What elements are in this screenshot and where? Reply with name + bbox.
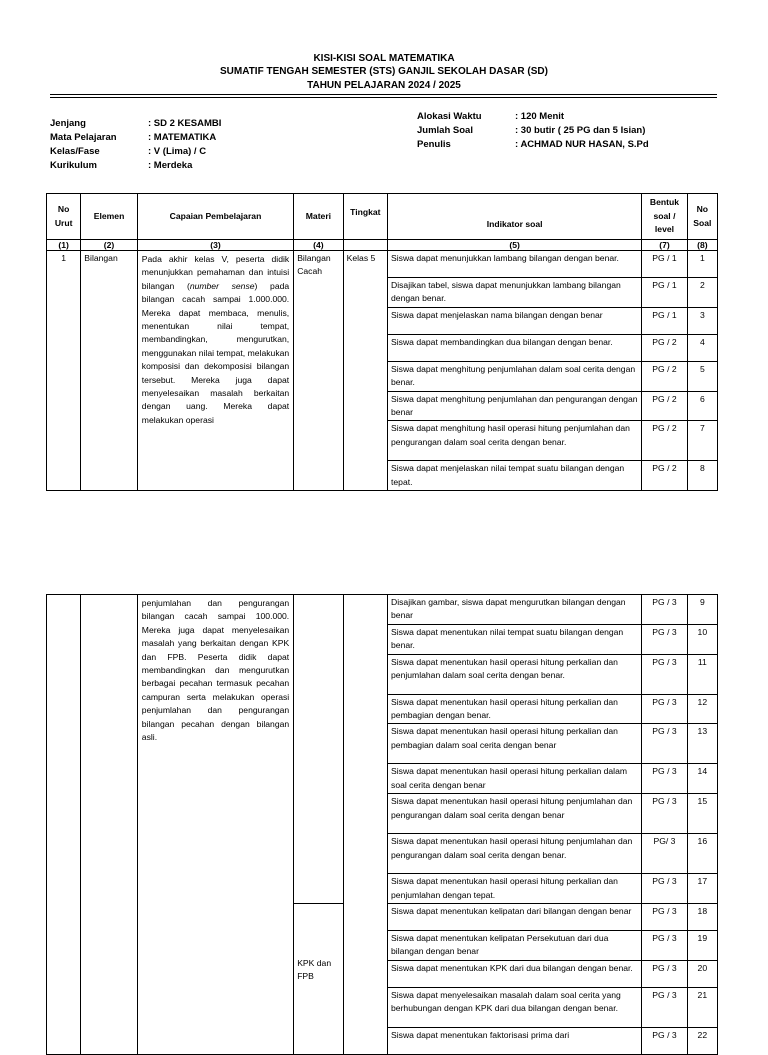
cell-indikator: Siswa dapat menghitung penjumlahan dalam soal cerita dengan benar.: [388, 361, 642, 391]
info-label: Kelas/Fase: [50, 146, 100, 157]
col-header-indikator: Indikator soal: [388, 194, 642, 240]
col-header-capaian: Capaian Pembelajaran: [137, 194, 293, 240]
table-header-row: [47, 194, 718, 240]
cell-no-soal: 1: [687, 251, 717, 278]
info-value: : MATEMATIKA: [148, 132, 217, 143]
info-row: [417, 124, 649, 138]
kisi-table-part-2: [46, 594, 718, 1055]
col-number: (3): [137, 240, 293, 251]
cell-indikator: Siswa dapat menjelaskan nama bilangan dengan benar: [388, 307, 642, 334]
cell-no-soal: 6: [687, 391, 717, 421]
info-left-block: [50, 117, 221, 173]
info-right-block: [417, 110, 649, 152]
info-label: Alokasi Waktu: [417, 111, 482, 122]
cell-bentuk: PG / 2: [642, 334, 687, 361]
cell-tingkat: [343, 595, 387, 1055]
col-header-no-urut: No Urut: [47, 194, 81, 240]
cell-indikator: Siswa dapat menentukan hasil operasi hitung penjumlahan dan pengurangan dalam soal cerita dengan benar.: [388, 834, 642, 874]
doc-title-line-2: SUMATIF TENGAH SEMESTER (STS) GANJIL SEKOLAH DASAR (SD): [220, 66, 548, 77]
cell-bentuk: PG / 2: [642, 361, 687, 391]
cell-capaian: penjumlahan dan pengurangan bilangan cacah sampai 100.000. Mereka juga dapat menyelesaikan masalah yang berkaitan dengan KPK dan FPB. Peserta didik dapat membandingkan dan mengurutkan berbagai pecahan termasuk pecahan campuran serta melakukan operasi penjumlahan dan pengurangan bilangan pecahan dengan bilangan asli.: [137, 595, 293, 1055]
cell-elemen: [81, 595, 138, 1055]
cell-bentuk: PG / 3: [642, 794, 687, 834]
capaian-text: Pada akhir kelas V, peserta didik menunjukkan pemahaman dan intuisi bilangan (: [141, 254, 290, 291]
info-value: : 30 butir ( 25 PG dan 5 Isian): [515, 125, 646, 136]
cell-no-urut: 1: [47, 251, 81, 491]
cell-no-soal: 7: [687, 421, 717, 461]
cell-no-soal: 3: [687, 307, 717, 334]
col-header-bentuk: Bentuk soal / level: [642, 194, 687, 240]
cell-no-soal: 17: [687, 874, 717, 904]
col-number: (7): [642, 240, 687, 251]
doc-title-line-1: KISI-KISI SOAL MATEMATIKA: [313, 53, 455, 64]
col-number: [343, 240, 387, 251]
cell-no-soal: 19: [687, 931, 717, 961]
cell-indikator: Siswa dapat menghitung penjumlahan dan pengurangan dengan benar: [388, 391, 642, 421]
cell-indikator: Siswa dapat menentukan kelipatan Persekutuan dari dua bilangan dengan benar: [388, 931, 642, 961]
cell-indikator: Siswa dapat membandingkan dua bilangan dengan benar.: [388, 334, 642, 361]
cell-no-urut: [47, 595, 81, 1055]
info-label: Jenjang: [50, 118, 86, 129]
cell-no-soal: 10: [687, 624, 717, 654]
info-row: [417, 138, 649, 152]
cell-bentuk: PG / 3: [642, 960, 687, 987]
cell-indikator: Siswa dapat menentukan hasil operasi hitung perkalian dan penjumlahan dalam soal cerita dengan benar.: [388, 654, 642, 694]
cell-bentuk: PG / 1: [642, 307, 687, 334]
cell-no-soal: 4: [687, 334, 717, 361]
capaian-italic-text: number sense: [189, 280, 255, 291]
info-value: : 120 Menit: [515, 111, 565, 122]
cell-no-soal: 20: [687, 960, 717, 987]
kisi-table-part-1: [46, 193, 718, 491]
cell-no-soal: 2: [687, 278, 717, 308]
cell-bentuk: PG / 3: [642, 595, 687, 625]
info-value: : V (Lima) / C: [148, 146, 207, 157]
cell-bentuk: PG / 1: [642, 278, 687, 308]
info-row: [417, 110, 649, 124]
cell-indikator: Disajikan gambar, siswa dapat mengurutkan bilangan dengan benar: [388, 595, 642, 625]
cell-indikator: Siswa dapat menentukan hasil operasi hitung perkalian dan penjumlahan dengan tepat.: [388, 874, 642, 904]
cell-materi-kpk: KPK dan FPB: [294, 904, 343, 1055]
cell-elemen: Bilangan: [81, 251, 138, 491]
cell-no-soal: 9: [687, 595, 717, 625]
col-header-no-soal: No Soal: [687, 194, 717, 240]
cell-indikator: Siswa dapat menentukan hasil operasi hitung perkalian dan pembagian dengan benar.: [388, 694, 642, 724]
cell-indikator: Siswa dapat menghitung hasil operasi hitung penjumlahan dan pengurangan dalam soal cerita dengan benar.: [388, 421, 642, 461]
cell-indikator: Siswa dapat menunjukkan lambang bilangan dengan benar.: [388, 251, 642, 278]
cell-indikator: Siswa dapat menentukan faktorisasi prima dari: [388, 1027, 642, 1054]
cell-indikator: Siswa dapat menentukan hasil operasi hitung perkalian dan pembagian dalam soal cerita dengan benar: [388, 724, 642, 764]
cell-bentuk: PG / 2: [642, 421, 687, 461]
info-value: : SD 2 KESAMBI: [148, 118, 222, 129]
cell-no-soal: 14: [687, 764, 717, 794]
table-row: [47, 595, 718, 625]
cell-bentuk: PG / 3: [642, 874, 687, 904]
table-number-row: [47, 240, 718, 251]
cell-indikator: Siswa dapat menentukan KPK dari dua bilangan dengan benar.: [388, 960, 642, 987]
cell-indikator: Siswa dapat menjelaskan nilai tempat suatu bilangan dengan tepat.: [388, 461, 642, 491]
cell-materi: [294, 595, 343, 904]
cell-bentuk: PG / 1: [642, 251, 687, 278]
col-header-tingkat: Tingkat: [343, 190, 387, 236]
info-row: [50, 117, 221, 131]
cell-indikator: Siswa dapat menyelesaikan masalah dalam soal cerita yang berhubungan dengan KPK dari dua bilangan dengan benar.: [388, 987, 642, 1027]
table-row: [47, 251, 718, 278]
col-number: (5): [388, 240, 642, 251]
cell-indikator: Siswa dapat menentukan hasil operasi hitung perkalian dalam soal cerita dengan benar: [388, 764, 642, 794]
col-number: (8): [687, 240, 717, 251]
cell-no-soal: 22: [687, 1027, 717, 1054]
cell-indikator: Disajikan tabel, siswa dapat menunjukkan lambang bilangan dengan benar.: [388, 278, 642, 308]
col-number: (1): [47, 240, 81, 251]
info-row: [50, 159, 221, 173]
doc-title-line-3: TAHUN PELAJARAN 2024 / 2025: [307, 80, 461, 91]
info-value: : Merdeka: [148, 160, 193, 171]
col-header-elemen: Elemen: [81, 194, 138, 240]
col-number: (4): [294, 240, 343, 251]
cell-indikator: Siswa dapat menentukan hasil operasi hitung penjumlahan dan pengurangan dalam soal cerita dengan benar: [388, 794, 642, 834]
cell-bentuk: PG / 3: [642, 904, 687, 931]
info-value: : ACHMAD NUR HASAN, S.Pd: [515, 139, 649, 150]
cell-no-soal: 18: [687, 904, 717, 931]
cell-no-soal: 16: [687, 834, 717, 874]
title-rule-top: [50, 94, 717, 95]
info-label: Jumlah Soal: [417, 125, 473, 136]
cell-no-soal: 11: [687, 654, 717, 694]
col-header-materi: Materi: [294, 194, 343, 240]
cell-bentuk: PG / 3: [642, 987, 687, 1027]
capaian-text: ) pada bilangan cacah sampai 1.000.000. Mereka dapat membaca, menulis, menentukan nilai tempat, membandingkan, mengurutkan, menggunakan nilai tempat, melakukan komposisi dan dekomposisi bilangan tersebut. Mereka juga dapat menyelesaikan masalah berkaitan dengan uang. Mereka dapat melakukan operasi: [141, 280, 290, 425]
info-label: Kurikulum: [50, 160, 97, 171]
col-number: (2): [81, 240, 138, 251]
cell-bentuk: PG / 3: [642, 654, 687, 694]
cell-no-soal: 15: [687, 794, 717, 834]
cell-materi: Bilangan Cacah: [294, 251, 343, 491]
cell-indikator: Siswa dapat menentukan nilai tempat suatu bilangan dengan benar.: [388, 624, 642, 654]
info-label: Mata Pelajaran: [50, 132, 117, 143]
cell-capaian: [137, 251, 293, 491]
cell-tingkat: Kelas 5: [343, 251, 387, 491]
cell-bentuk: PG / 3: [642, 1027, 687, 1054]
cell-no-soal: 13: [687, 724, 717, 764]
cell-no-soal: 12: [687, 694, 717, 724]
cell-indikator: Siswa dapat menentukan kelipatan dari bilangan dengan benar: [388, 904, 642, 931]
cell-bentuk: PG / 3: [642, 624, 687, 654]
cell-bentuk: PG/ 3: [642, 834, 687, 874]
cell-bentuk: PG / 2: [642, 461, 687, 491]
info-row: [50, 145, 221, 159]
cell-no-soal: 8: [687, 461, 717, 491]
cell-bentuk: PG / 3: [642, 764, 687, 794]
info-row: [50, 131, 221, 145]
cell-bentuk: PG / 2: [642, 391, 687, 421]
info-label: Penulis: [417, 139, 451, 150]
cell-bentuk: PG / 3: [642, 724, 687, 764]
title-rule-bottom: [50, 97, 717, 98]
cell-no-soal: 5: [687, 361, 717, 391]
cell-bentuk: PG / 3: [642, 694, 687, 724]
cell-no-soal: 21: [687, 987, 717, 1027]
cell-bentuk: PG / 3: [642, 931, 687, 961]
